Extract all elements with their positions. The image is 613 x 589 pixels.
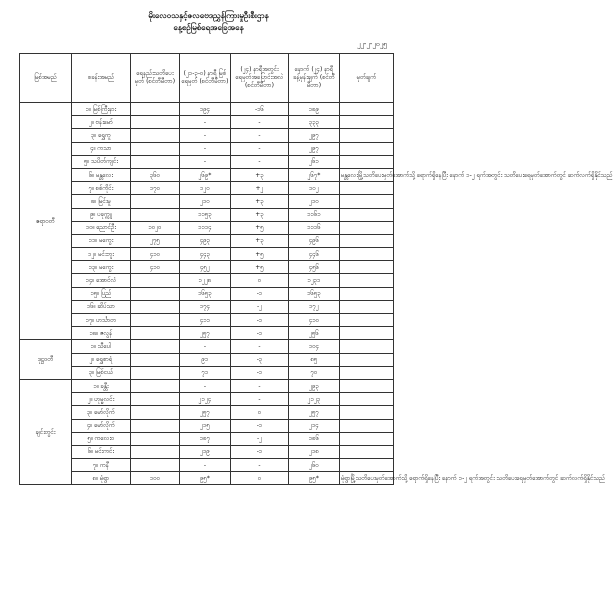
table-row	[20, 366, 394, 379]
river-name: ဧရာဝတီ	[20, 103, 72, 340]
remark-cell	[340, 195, 394, 208]
remark-cell	[340, 406, 394, 419]
station-name: ၁၇။ ဟင်္သာတ	[72, 314, 131, 327]
station-name: ၁၃။ မကွေး	[72, 261, 131, 274]
department-title: မိုးလေဝသနှင့်ဇလဗေဒညွှန်ကြားမှုဦးစီးဌာန	[148, 11, 269, 20]
warning-level-cell	[131, 459, 180, 472]
water-level-cell: ၂၁၂၄	[180, 393, 231, 406]
remark-cell	[340, 393, 394, 406]
forecast-cell: ၂၁၈	[289, 445, 340, 458]
table-row	[20, 459, 394, 472]
header-row	[20, 54, 394, 103]
forecast-cell: ၇၀	[289, 366, 340, 379]
table-row	[20, 116, 394, 129]
warning-level-cell: ၂၇၅	[131, 234, 180, 247]
table-row	[20, 314, 394, 327]
station-name: ၈။ မုံရွာ	[72, 472, 131, 485]
water-level-cell: ၂၁၉	[180, 445, 231, 458]
river-level-table	[19, 53, 613, 485]
water-level-cell: ၁၁၅၃	[180, 208, 231, 221]
table-row	[20, 234, 394, 247]
warning-level-cell: ၄၁၀	[131, 248, 180, 261]
water-level-cell: -	[180, 116, 231, 129]
water-level-cell: ၁၂၀	[180, 182, 231, 195]
remark-cell: မန္တလေးမြို့သတိပေးမှတ်အောက်သို့ ရောက်ရှိနေပြီး နောက် ၁-၂ ရက်အတွင်း သတိပေးရေမှတ်အောက်တွင် ဆက်လက်ရှိနိုင်သည်	[340, 168, 394, 181]
station-name: ၁၂။ မင်းဘူး	[72, 248, 131, 261]
station-name: ၁၈။ ဇလွန်	[72, 327, 131, 340]
station-name: ၈။ မြင်းမူ	[72, 195, 131, 208]
water-level-cell: ၁၁၁၄	[180, 221, 231, 234]
change-cell: +၃	[231, 168, 289, 181]
station-name: ၃။ မော်လိုက်	[72, 406, 131, 419]
change-cell: +၅	[231, 221, 289, 234]
col-24h-change: (၂၄) နာရီအတွင်း ရေမှတ်အပြောင်းအလဲ (စင်တီမီတာ)	[231, 54, 289, 103]
warning-level-cell	[131, 419, 180, 432]
remark-cell	[340, 116, 394, 129]
station-name: ၂။ ရွှေစာရံ	[72, 353, 131, 366]
table-row	[20, 221, 394, 234]
remark-cell	[340, 419, 394, 432]
change-cell: -	[231, 155, 289, 168]
warning-level-cell	[131, 432, 180, 445]
warning-level-cell	[131, 327, 180, 340]
remark-cell	[340, 432, 394, 445]
table-row	[20, 379, 394, 392]
remark-cell	[340, 274, 394, 287]
forecast-cell: ၂၆၀	[289, 459, 340, 472]
warning-level-cell	[131, 366, 180, 379]
warning-level-cell	[131, 314, 180, 327]
water-level-cell: ၄၉၃	[180, 234, 231, 247]
forecast-cell: ၄၉၆	[289, 234, 340, 247]
table-row	[20, 327, 394, 340]
remark-cell	[340, 248, 394, 261]
change-cell: -	[231, 459, 289, 472]
water-level-cell: -	[180, 155, 231, 168]
warning-level-cell	[131, 116, 180, 129]
forecast-cell: ၄၅၆	[289, 261, 340, 274]
col-warning-level: ရေနည်းသတိပေးမှတ် (စင်တီမီတာ)	[131, 54, 180, 103]
change-cell: +၃	[231, 208, 289, 221]
table-row	[20, 168, 394, 181]
station-name: ၃။ ရွှေကူ	[72, 129, 131, 142]
table-body	[20, 103, 613, 485]
station-name: ၆။ မင်းကင်း	[72, 445, 131, 458]
forecast-cell: ၁၂၃၁	[289, 274, 340, 287]
change-cell: -	[231, 379, 289, 392]
warning-level-cell	[131, 379, 180, 392]
change-cell: -၁	[231, 366, 289, 379]
station-name: ၅။ သပိတ်ကျင်း	[72, 155, 131, 168]
forecast-cell: ၂၁၀	[289, 195, 340, 208]
station-name: ၁၁။ မကွေး	[72, 234, 131, 247]
station-name: ၅။ ကလေးဝ	[72, 432, 131, 445]
table-row	[20, 155, 394, 168]
warning-level-cell	[131, 129, 180, 142]
water-level-cell: ၁၆၅၃	[180, 287, 231, 300]
table-row	[20, 261, 394, 274]
station-name: ၄။ မော်လိုက်	[72, 419, 131, 432]
table-row	[20, 419, 394, 432]
water-level-cell: -	[180, 459, 231, 472]
forecast-cell: ၁၈၉	[289, 103, 340, 116]
station-name: ၁၀။ ညောင်ဦး	[72, 221, 131, 234]
change-cell: ၀	[231, 274, 289, 287]
warning-level-cell: ၁၀၀	[131, 472, 180, 485]
water-level-cell: -	[180, 142, 231, 155]
station-name: ၁။ သီပေါ	[72, 340, 131, 353]
table-row	[20, 300, 394, 313]
warning-level-cell	[131, 340, 180, 353]
forecast-cell: ၁၁၆၁	[289, 208, 340, 221]
water-level-cell: ၁၇၄	[180, 300, 231, 313]
forecast-cell: ၂၁၄	[289, 419, 340, 432]
change-cell: +၅	[231, 261, 289, 274]
water-level-cell: ၇၁	[180, 366, 231, 379]
station-name: ၃။ မြစ်ငယ်	[72, 366, 131, 379]
water-level-cell: ၂၁၅	[180, 419, 231, 432]
report-title: နေ့စဉ်မြစ်ရေအခြေအနေ	[173, 23, 244, 32]
table-row	[20, 103, 394, 116]
change-cell: ၀	[231, 472, 289, 485]
remark-cell: မုံရွာမြို့သတိပေးမှတ်အောက်သို့ ရောက်ရှိနေပြီး နောက် ၁-၂ ရက်အတွင်း သတိပေးရေမှတ်အောက်တွင် ဆက်လက်ရှိနိုင်သည်	[340, 472, 394, 485]
forecast-cell: ၁၁၁၆	[289, 221, 340, 234]
warning-level-cell: ၄၁၀	[131, 261, 180, 274]
warning-level-cell	[131, 406, 180, 419]
remark-cell	[340, 261, 394, 274]
forecast-cell: ၂၅၇	[289, 406, 340, 419]
change-cell: +၃	[231, 234, 289, 247]
remark-cell	[340, 353, 394, 366]
warning-level-cell	[131, 445, 180, 458]
station-name: ၁၅။ ပြည်	[72, 287, 131, 300]
forecast-cell: ၂၉၃	[289, 379, 340, 392]
table-row	[20, 208, 394, 221]
forecast-cell: ၉၅*	[289, 472, 340, 485]
warning-level-cell	[131, 274, 180, 287]
change-cell: -	[231, 116, 289, 129]
forecast-cell: ၈၅	[289, 353, 340, 366]
remark-cell	[340, 327, 394, 340]
remark-cell	[340, 155, 394, 168]
remark-cell	[340, 234, 394, 247]
remark-cell	[340, 340, 394, 353]
change-cell: -	[231, 129, 289, 142]
remark-cell	[340, 459, 394, 472]
table-row	[20, 340, 394, 353]
table-row	[20, 142, 394, 155]
col-station: စခန်းအမည်	[72, 54, 131, 103]
table-row	[20, 406, 394, 419]
change-cell: +၅	[231, 248, 289, 261]
remark-cell	[340, 182, 394, 195]
change-cell: -၁	[231, 445, 289, 458]
table-row	[20, 432, 394, 445]
change-cell: -	[231, 142, 289, 155]
forecast-cell: ၂၅၆	[289, 327, 340, 340]
warning-level-cell	[131, 300, 180, 313]
change-cell: -၁	[231, 327, 289, 340]
table-row	[20, 393, 394, 406]
table-row	[20, 195, 394, 208]
change-cell: -၂	[231, 300, 289, 313]
warning-level-cell	[131, 103, 180, 116]
change-cell: -၃	[231, 353, 289, 366]
col-water-level: (၂၁-၃-၀) နာရီ မြစ်ရေမှတ် (စင်တီမီတာ)	[180, 54, 231, 103]
water-level-cell: ၄၁၁	[180, 314, 231, 327]
report-date: ၂၂-၂-၂၀၂၅	[356, 40, 387, 48]
warning-level-cell	[131, 287, 180, 300]
water-level-cell: ၉၅*	[180, 472, 231, 485]
warning-level-cell	[131, 353, 180, 366]
change-cell: -၁	[231, 419, 289, 432]
station-name: ၁။ မြစ်ကြီးနား	[72, 103, 131, 116]
station-name: ၂။ ဗန်းမော်	[72, 116, 131, 129]
table-row	[20, 274, 394, 287]
change-cell: +၃	[231, 195, 289, 208]
remark-cell	[340, 314, 394, 327]
water-level-cell: ၂၅၇	[180, 327, 231, 340]
forecast-cell: ၂၁၂၃	[289, 393, 340, 406]
table-row	[20, 287, 394, 300]
warning-level-cell: ၃၆၀	[131, 168, 180, 181]
water-level-cell: ၁၈၇	[180, 432, 231, 445]
change-cell: -၂	[231, 432, 289, 445]
remark-cell	[340, 300, 394, 313]
water-level-cell: ၄၅၂	[180, 261, 231, 274]
forecast-cell: ၁၀၄	[289, 340, 340, 353]
station-name: ၉။ ပခုက္ကူ	[72, 208, 131, 221]
warning-level-cell	[131, 195, 180, 208]
change-cell: +၂	[231, 182, 289, 195]
remark-cell	[340, 366, 394, 379]
remark-cell	[340, 129, 394, 142]
water-level-cell: ၄၄၃	[180, 248, 231, 261]
forecast-cell: ၁၆၅၃	[289, 287, 340, 300]
water-level-cell: ၉၁	[180, 353, 231, 366]
forecast-cell: ၂၉၇	[289, 142, 340, 155]
col-forecast: နောက် (၂၄) နာရီ ခန့်မှန်းချက် (စင်တီမီတာ)	[289, 54, 340, 103]
water-level-cell: -	[180, 379, 231, 392]
water-level-cell: ၂၆၉*	[180, 168, 231, 181]
forecast-cell: ၂၆၁	[289, 155, 340, 168]
water-level-cell: ၂၅၇	[180, 406, 231, 419]
table-row	[20, 445, 394, 458]
water-level-cell: -	[180, 129, 231, 142]
water-level-cell: ၂၁၀	[180, 195, 231, 208]
remark-cell	[340, 445, 394, 458]
remark-cell	[340, 221, 394, 234]
remark-cell	[340, 287, 394, 300]
station-name: ၇။ စစ်ကိုင်း	[72, 182, 131, 195]
station-name: ၁၄။ အောင်လံ	[72, 274, 131, 287]
warning-level-cell	[131, 393, 180, 406]
forecast-cell: ၂၆၇*	[289, 168, 340, 181]
remark-cell	[340, 379, 394, 392]
water-level-cell: -	[180, 340, 231, 353]
river-name: ဒုဋ္ဌဝတီ	[20, 340, 72, 380]
warning-level-cell	[131, 155, 180, 168]
forecast-cell: ၁၀၂	[289, 182, 340, 195]
station-name: ၄။ ကသာ	[72, 142, 131, 155]
change-cell: -	[231, 393, 289, 406]
change-cell: -၁၆	[231, 103, 289, 116]
station-name: ၇။ ကနီ	[72, 459, 131, 472]
table-row	[20, 472, 394, 485]
warning-level-cell	[131, 208, 180, 221]
water-level-cell: ၁၂၂၈	[180, 274, 231, 287]
col-remark: မှတ်ချက်	[340, 54, 394, 103]
forecast-cell: ၄၄၆	[289, 248, 340, 261]
change-cell: ၀	[231, 406, 289, 419]
warning-level-cell: ၁၇၀	[131, 182, 180, 195]
forecast-cell: ၄၁၀	[289, 314, 340, 327]
col-river: မြစ်အမည်	[20, 54, 72, 103]
station-name: ၆။ မန္တလေး	[72, 168, 131, 181]
change-cell: -	[231, 340, 289, 353]
table-row	[20, 129, 394, 142]
forecast-cell: ၃၃၃	[289, 116, 340, 129]
station-name: ၁။ ခန္တီး	[72, 379, 131, 392]
remark-cell	[340, 142, 394, 155]
warning-level-cell: ၁၀၂၀	[131, 221, 180, 234]
water-level-cell: ၁၉၄	[180, 103, 231, 116]
remark-cell	[340, 103, 394, 116]
change-cell: -၁	[231, 287, 289, 300]
station-name: ၂။ ဟုမ္မလင်း	[72, 393, 131, 406]
forecast-cell: ၂၉၇	[289, 129, 340, 142]
station-name: ၁၆။ ဆိပ်သာ	[72, 300, 131, 313]
table-row	[20, 248, 394, 261]
table-row	[20, 182, 394, 195]
river-name: ချင်းတွင်း	[20, 379, 72, 485]
forecast-cell: ၁၇၂	[289, 300, 340, 313]
warning-level-cell	[131, 142, 180, 155]
remark-cell	[340, 208, 394, 221]
change-cell: -၁	[231, 314, 289, 327]
table-row	[20, 353, 394, 366]
forecast-cell: ၁၈၆	[289, 432, 340, 445]
